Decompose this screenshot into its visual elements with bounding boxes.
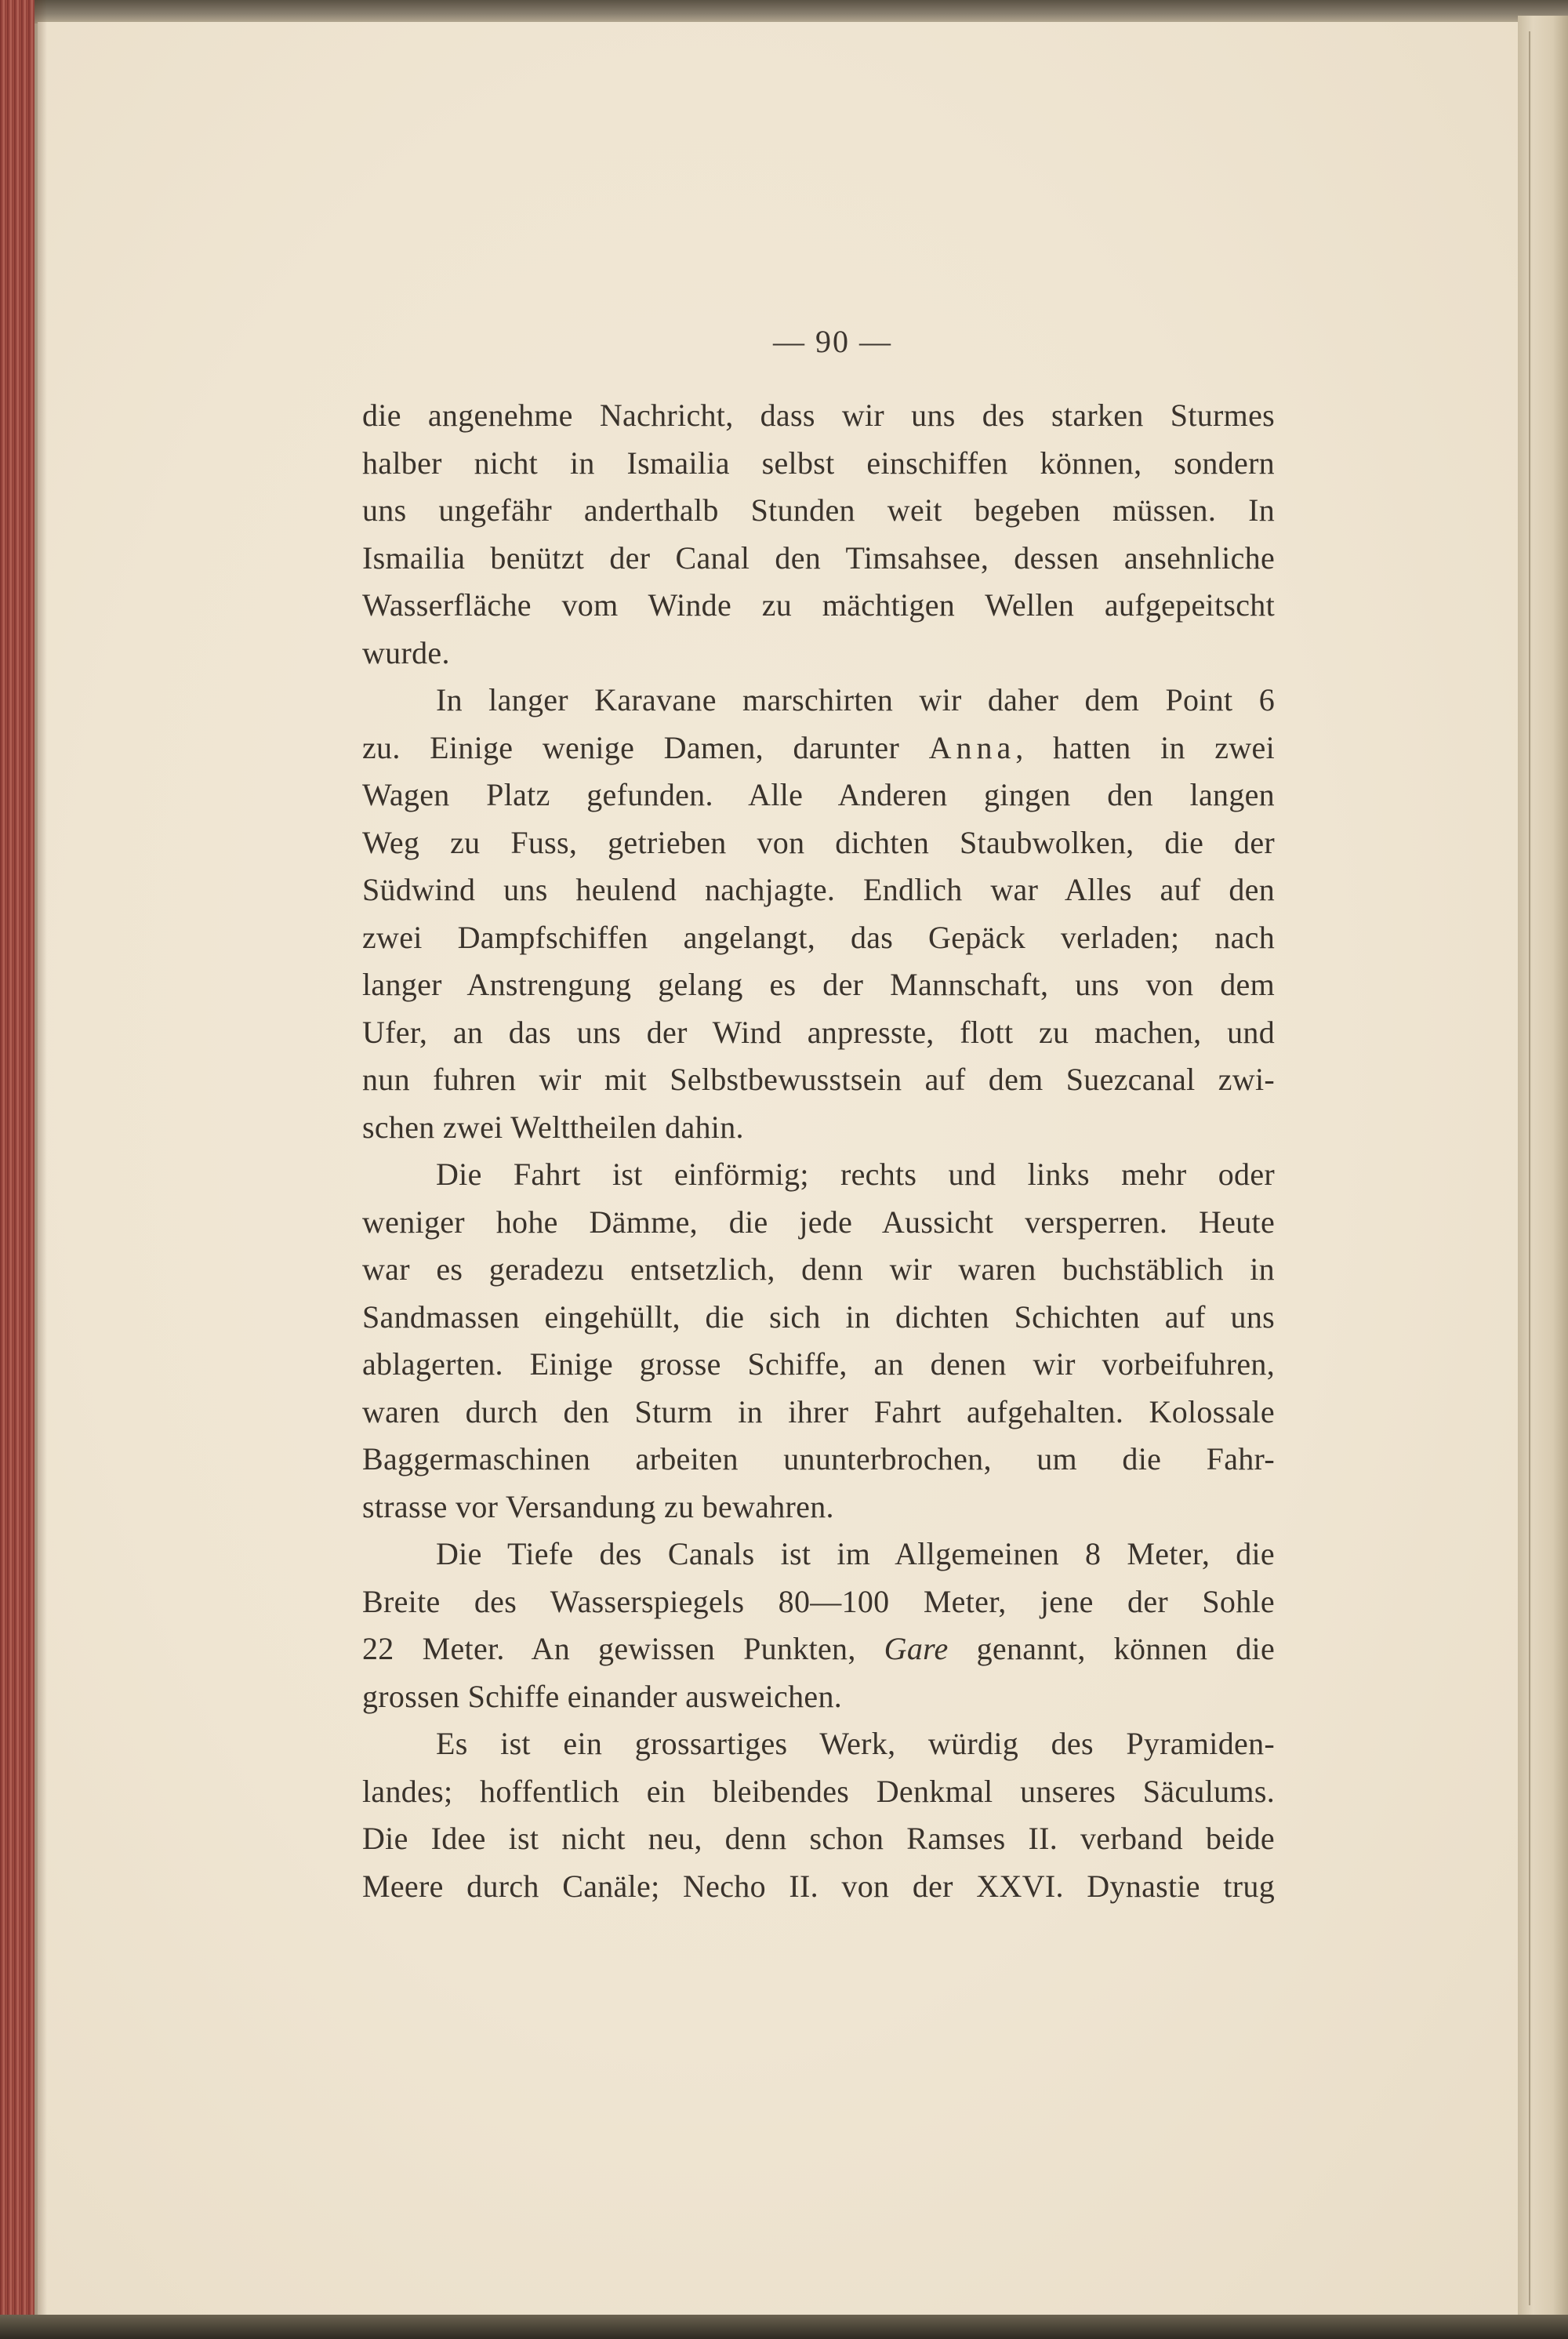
text-line: grossen Schiffe einander ausweichen. [362,1678,843,1714]
spine-shadow [34,0,47,2339]
italic-term: Gare [884,1631,949,1666]
text-line: Wasserfläche vom Winde zu mächtigen Wellen aufgepeitscht [362,587,1275,623]
text-line: Sandmassen eingehüllt, die sich in dichten Schichten auf uns [362,1298,1275,1335]
paragraph-4 [362,1531,1275,1720]
text-line: In langer Karavane marschirten wir daher dem Point 6 [436,682,1275,717]
top-page-edge [0,0,1568,24]
paragraph-2 [362,677,1275,1151]
paragraph-3 [362,1151,1275,1531]
text-line-with-italic [362,1625,1275,1673]
body-text [362,392,1275,1910]
text-line: weniger hohe Dämme, die jede Aussicht versperren. Heute [362,1204,1275,1240]
text-line: zwei Dampfschiffen angelangt, das Gepäck verladen; nach [362,919,1275,955]
text-line: Die Idee ist nicht neu, denn schon Ramses II. verband beide [362,1821,1275,1856]
paragraph-1 [362,392,1275,677]
text-line: halber nicht in Ismailia selbst einschiffen können, sondern [362,445,1275,481]
text-line: Ismailia benützt der Canal den Timsahsee, dessen ansehnliche [362,539,1275,576]
text-fragment: genannt, können die [948,1631,1275,1666]
text-line: Weg zu Fuss, getrieben von dichten Staubwolken, die der [362,824,1275,860]
text-line: landes; hoffentlich ein bleibendes Denkmal unseres Säculums. [362,1773,1275,1809]
book-spine-cloth [0,0,34,2339]
text-line: Südwind uns heulend nachjagte. Endlich war Alles auf den [362,872,1275,907]
bottom-page-edge [0,2315,1568,2339]
text-fragment: zu. Einige wenige Damen, darunter [362,729,900,765]
spaced-name: Anna [928,729,1016,765]
text-line: war es geradezu entsetzlich, denn wir waren buchstäblich in [362,1251,1275,1287]
text-fragment: 22 Meter. An gewissen Punkten, [362,1631,856,1666]
text-line: schen zwei Welttheilen dahin. [362,1109,744,1145]
text-line: Ufer, an das uns der Wind anpresste, flott zu machen, und [362,1014,1275,1050]
text-line: langer Anstrengung gelang es der Mannschaft, uns von dem [362,967,1275,1002]
text-line: Baggermaschinen arbeiten ununterbrochen, um die Fahr- [362,1441,1275,1476]
text-line: die angenehme Nachricht, dass wir uns des starken Sturmes [362,398,1275,433]
text-line: Wagen Platz gefunden. Alle Anderen gingen den langen [362,777,1275,812]
text-line: Breite des Wasserspiegels 80—100 Meter, jene der Sohle [362,1583,1275,1619]
text-line: wurde. [362,634,450,670]
text-line: ablagerten. Einige grosse Schiffe, an denen wir vorbeifuhren, [362,1346,1275,1382]
text-fragment: , hatten in zwei [1015,729,1275,765]
text-line: waren durch den Sturm in ihrer Fahrt aufgehalten. Kolossale [362,1393,1275,1429]
right-edge-line [1529,31,1530,2305]
text-line: Die Fahrt ist einförmig; rechts und links mehr oder [436,1157,1275,1192]
text-line: strasse vor Versandung zu bewahren. [362,1488,834,1524]
text-line-with-name [362,725,1275,772]
text-line: Es ist ein grossartiges Werk, würdig des Pyramiden- [436,1726,1275,1761]
text-line: nun fuhren wir mit Selbstbewusstsein auf dem Suezcanal zwi- [362,1062,1275,1097]
text-line: Die Tiefe des Canals ist im Allgemeinen 8 Meter, die [436,1536,1275,1571]
text-line: uns ungefähr anderthalb Stunden weit begeben müssen. In [362,492,1275,528]
right-page-edge [1518,16,1568,2339]
page-number: — 90 — [773,324,892,359]
text-line: Meere durch Canäle; Necho II. von der XXVI. Dynastie trug [362,1868,1275,1904]
paragraph-5 [362,1720,1275,1910]
